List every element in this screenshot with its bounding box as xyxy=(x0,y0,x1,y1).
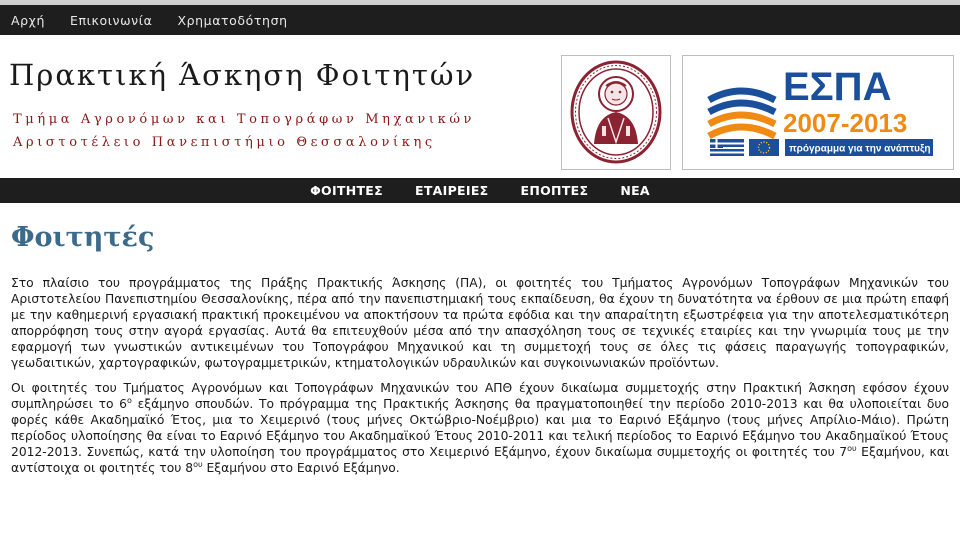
eligibility-text-c: Εξαμήνου, και αντίστοιχα οι φοιτητές του 8 xyxy=(11,445,949,475)
topnav-contact-link[interactable]: Επικοινωνία xyxy=(70,12,153,28)
top-navigation xyxy=(0,0,960,35)
greek-flag-icon xyxy=(710,139,744,156)
university-seal-logo xyxy=(561,55,671,170)
page-content xyxy=(11,276,949,487)
main-navigation xyxy=(0,178,960,203)
intro-paragraph: Στο πλαίσιο του προγράμματος της Πράξης Πρακτικής Άσκησης (ΠΑ), οι φοιτητές του Τμήματος Αγρονόμων Τοπογράφων Μηχανικών του Αριστοτελείου Πανεπιστημίου Θεσσαλονίκης, πέρα από την πανεπιστημιακή τους εκπαίδευση, θα έχουν τη δυνατότητα να έρθουν σε μια πρώτη επαφή με την καθημερινή εργασιακή πρακτική προκειμένου να αποκτήσουν τα πρώτα εφόδια και την απαραίτητη εξωστρέφεια για την αποτελεσματικότερη απορρόφηση τους στην αγορά εργασίας. Αυτά θα επιτευχθούν μέσα από την απασχόληση τους σε τεχνικές εταιρίες και την γνωριμία τους με την εφαρμογή των γνωστικών αντικειμένων του Τοπογράφου Μηχανικού και τη συμμετοχή τους σε όλες τις φάσεις παραγωγής τοπογραφικών, γεωδαιτικών, χαρτογραφικών, φωτογραμμετρικών, κτηματολογικών υδραυλικών και συγκοινωνιακών προϊόντων. xyxy=(11,276,949,370)
nav-companies-link[interactable]: ΕΤΑΙΡΕΙΕΣ xyxy=(415,183,489,198)
espa-logo xyxy=(682,55,954,170)
espa-logo-graphic xyxy=(683,56,953,169)
eu-flag-icon xyxy=(749,139,779,156)
department-name: Τμήμα Αγρονόμων και Τοπογράφων Μηχανικών xyxy=(13,112,476,127)
eligibility-paragraph xyxy=(11,381,949,476)
nav-supervisors-link[interactable]: ΕΠΟΠΤΕΣ xyxy=(520,183,589,198)
superscript: ο xyxy=(127,396,132,406)
eligibility-text-b: εξάμηνο σπουδών. Το πρόγραμμα της Πρακτικής Άσκησης θα πραγματοποιηθεί την περίοδο 2010-2013 και θα υλοποιείται δυο φορές κάθε Ακαδημαϊκό Έτος, μια το Χειμερινό (τους μήνες Οκτώβριο-Νοέμβριο) και μια το Εαρινό Εξάμηνο (τους μήνες Απρίλιο-Μάιο). Πρώτη περίοδος υλοποίησης θα είναι το Εαρινό Εξάμηνο του Ακαδημαϊκού Έτους 2010-2011 και τελική περίοδος το Εαρινό Εξάμηνο του Ακαδημαϊκού Έτους 2012-2013. Συνεπώς, κατά την υλοποίηση του προγράμματος στο Χειμερινό Εξάμηνο, έχουν δικαίωμα συμμετοχής οι φοιτητές του 7 xyxy=(11,397,950,460)
espa-name: ΕΣΠΑ xyxy=(783,65,892,109)
nav-students-link[interactable]: ΦΟΙΤΗΤΕΣ xyxy=(310,183,383,198)
superscript: ου xyxy=(193,459,203,469)
superscript: ου xyxy=(847,444,857,454)
topnav-funding-link[interactable]: Χρηματοδότηση xyxy=(177,12,288,28)
site-header xyxy=(0,35,960,178)
seal-icon xyxy=(562,56,670,169)
espa-years: 2007-2013 xyxy=(783,108,908,138)
eligibility-text-a: Οι φοιτητές του Τμήματος Αγρονόμων και Τοπογράφων Μηχανικών του ΑΠΘ έχουν δικαίωμα συμμετοχής στην Πρακτική Άσκηση εφόσον έχουν συμπληρώσει το 6 xyxy=(11,381,949,412)
university-name: Αριστοτέλειο Πανεπιστήμιο Θεσσαλονίκης xyxy=(13,135,436,150)
site-title: Πρακτική Άσκηση Φοιτητών xyxy=(9,58,476,92)
eligibility-text-d: Εξαμήνου στο Εαρινό Εξάμηνο. xyxy=(202,460,400,475)
page-title: Φοιτητές xyxy=(11,222,155,253)
nav-news-link[interactable]: ΝΕΑ xyxy=(620,183,650,198)
topnav-home-link[interactable]: Αρχή xyxy=(11,12,46,28)
espa-tagline: πρόγραμμα για την ανάπτυξη xyxy=(789,143,931,155)
